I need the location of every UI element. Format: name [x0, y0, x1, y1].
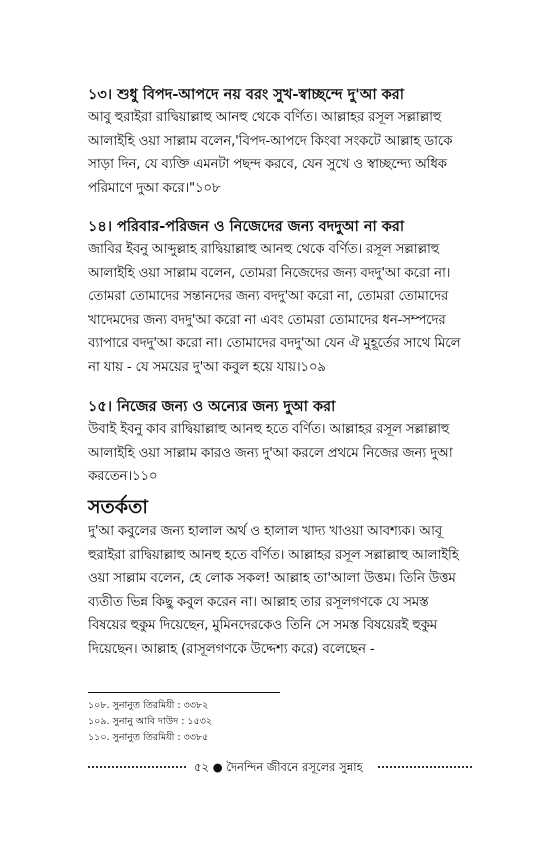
section-13-heading: ১৩। শুধু বিপদ-আপদে নয় বরং সুখ-স্বাচ্ছন্দে দু'আ করা — [88, 87, 404, 103]
section-15-heading: ১৫। নিজের জন্য ও অন্যের জন্য দুআ করা — [88, 399, 336, 415]
paragraph-line: আলাইহি ওয়া সাল্লাম কারও জন্য দু'আ করলে প্রথমে নিজের জন্য দুআ — [88, 445, 453, 461]
paragraph-line: না যায় - যে সময়ের দু'আ কবুল হয়ে যায়।১০৯ — [88, 359, 326, 375]
paragraph-line: ওয়া সাল্লাম বলেন, হে লোক সকল! আল্লাহ তা'আলা উত্তম। তিনি উত্তম — [88, 571, 456, 586]
paragraph-line: জাবির ইবনু আব্দুল্লাহ রাদ্বিয়াল্লাহু আনহু থেকে বর্ণিত। রসূল সল্লাল্লাহু — [88, 242, 440, 257]
paragraph-line: ব্যতীত ভিন্ন কিছু কবুল করেন না। আল্লাহ তার রসূলগণকে যে সমস্ত — [88, 594, 429, 610]
page-number: ৫২ — [194, 760, 209, 774]
section-14-heading: ১৪। পরিবার-পরিজন ও নিজেদের জন্য বদদুআ না করা — [88, 219, 405, 235]
footnote-110: ১১০. সুনানুত তিরমিযী : ৩৩৮৫ — [88, 732, 209, 743]
book-title: দৈনন্দিন জীবনে রসূলের সুন্নাহ — [226, 760, 363, 774]
footer-label — [194, 758, 363, 776]
paragraph-line: করতেন।১১০ — [88, 469, 158, 484]
paragraph-line: আবু হুরাইরা রাদ্বিয়াল্লাহু আনহু থেকে বর্ণিত। আল্লাহর রসূল সল্লাল্লাহু — [88, 110, 442, 125]
footnote-divider — [88, 692, 280, 693]
paragraph-line: আলাইহি ওয়া সাল্লাম বলেন, তোমরা নিজেদের জন্য বদদু'আ করো না। — [88, 265, 451, 281]
paragraph-line: হুরাইরা রাদ্বিয়াল্লাহু আনহু হতে বর্ণিত। আল্লাহর রসূল সল্লাল্লাহু আলাইহি — [88, 547, 459, 563]
paragraph-line: আলাইহি ওয়া সাল্লাম বলেন,'বিপদ-আপদে কিংবা সংকটে আল্লাহ ডাকে — [88, 133, 453, 149]
footnote-108: ১০৮. সুনানুত তিরমিযী : ৩৩৮২ — [88, 700, 209, 711]
section-13-paragraph — [88, 106, 472, 200]
page-footer — [88, 758, 472, 776]
paragraph-line: বিষয়ের হুকুম দিয়েছেন, মুমিনদেরকেও তিনি সে সমস্ত বিষয়েরই হুকুম — [88, 618, 437, 633]
caution-heading: সতর্কতা — [88, 496, 148, 518]
footnote-109: ১০৯. সুনানু আবি দাউদ : ১৫৩২ — [88, 716, 213, 727]
paragraph-line: উবাই ইবনু কাব রাদ্বিয়াল্লাহু আনহু হতে বর্ণিত। আল্লাহর রসূল সল্লাল্লাহু — [88, 422, 450, 437]
bullet-separator: ● — [212, 760, 223, 774]
footer-dotted-rule-right — [378, 766, 472, 768]
paragraph-line: দিয়েছেন। আল্লাহ (রাসূলগণকে উদ্দেশ্য করে) বলেছেন - — [88, 641, 375, 657]
section-14-paragraph — [88, 238, 472, 379]
paragraph-line: দু'আ কবুলের জন্য হালাল অর্থ ও হালাল খাদ্য খাওয়া আবশ্যক। আবূ — [88, 524, 442, 539]
paragraph-line: খাদেমদের জন্য বদদু'আ করো না এবং তোমরা তোমাদের ধন-সম্পদের — [88, 312, 446, 328]
paragraph-line: পরিমাণে দুআ করে।"১০৮ — [88, 180, 221, 196]
paragraph-line: তোমরা তোমাদের সন্তানদের জন্য বদদু'আ করো না, তোমরা তোমাদের — [88, 289, 449, 304]
paragraph-line: ব্যাপারে বদদু'আ করো না। তোমাদের বদদু'আ যেন ঐ মুহূর্তের সাথে মিলে — [88, 336, 461, 351]
paragraph-line: সাড়া দিন, যে ব্যক্তি এমনটা পছন্দ করবে, যেন সুখে ও স্বাচ্ছন্দ্যে অধিক — [88, 157, 447, 172]
footer-dotted-rule-left — [88, 766, 186, 768]
caution-paragraph — [88, 520, 472, 661]
section-15-paragraph — [88, 418, 472, 489]
